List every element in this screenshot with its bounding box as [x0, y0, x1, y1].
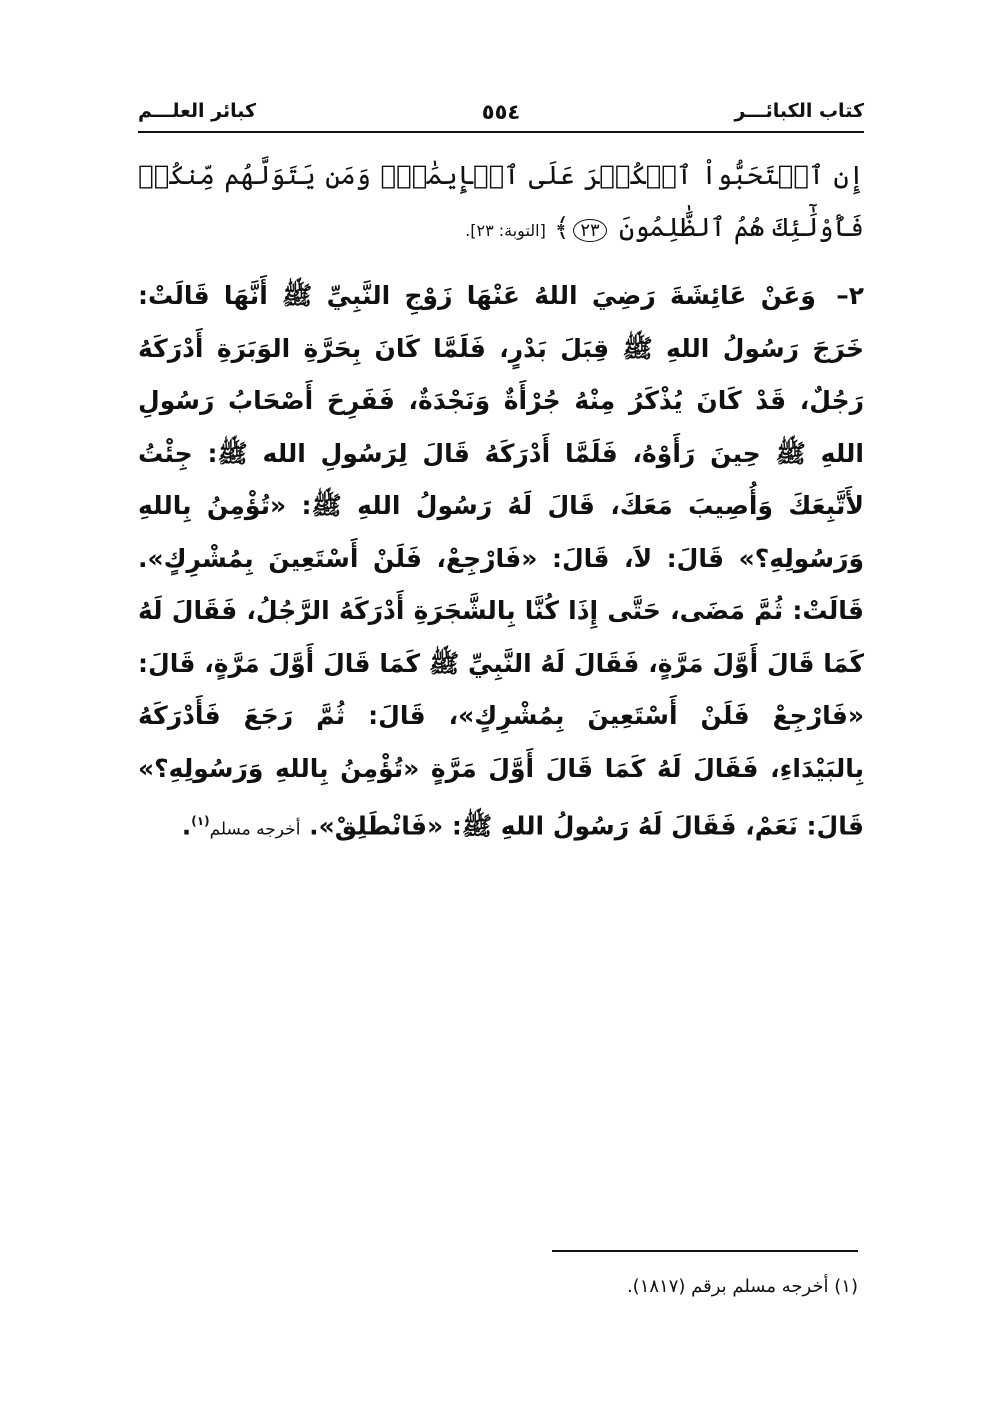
verse-text: إِن ٱسۡتَحَبُّواْ ٱلۡكُفۡرَ عَلَى ٱلۡإِيمَٰنِۚ وَمَن يَتَوَلَّهُم مِّنكُمۡ فَأُوْلَٰٓئِكَ هُمُ ٱلظَّٰلِمُونَ: [138, 161, 864, 243]
hadith-number: ٢–: [836, 281, 864, 310]
quran-verse: [138, 150, 864, 257]
verse-reference: [التوبة: ٢٣].: [465, 221, 546, 240]
footnote-reference[interactable]: (١): [191, 814, 210, 828]
book-title: كتاب الكبائـــر: [734, 100, 864, 122]
header-divider: [138, 131, 864, 133]
verse-close-bracket: ﴾: [554, 213, 570, 243]
footnote-divider: [552, 1250, 858, 1252]
hadith-paragraph: [138, 270, 864, 856]
hadith-text: وَعَنْ عَائِشَةَ رَضِيَ اللهُ عَنْهَا زَوْجِ النَّبِيِّ ﷺ أَنَّهَا قَالَتْ: خَرَجَ رَسُولُ اللهِ ﷺ قِبَلَ بَدْرٍ، فَلَمَّا كَانَ بِحَرَّةِ الوَبَرَةِ أَدْرَكَهُ رَجُلٌ، قَدْ كَانَ يُذْكَرُ مِنْهُ جُرْأَةٌ وَنَجْدَةٌ، فَفَرِحَ أَصْحَابُ رَسُولِ اللهِ ﷺ حِينَ رَأَوْهُ، فَلَمَّا أَدْرَكَهُ قَالَ لِرَسُولِ الله ﷺ: جِئْتُ لأَتَّبِعَكَ وَأُصِيبَ مَعَكَ، قَالَ لَهُ رَسُولُ اللهِ ﷺ: «تُؤْمِنُ بِاللهِ وَرَسُولِهِ؟» قَالَ: لاَ، قَالَ: «فَارْجِعْ، فَلَنْ أَسْتَعِينَ بِمُشْرِكٍ». قَالَتْ: ثُمَّ مَضَى، حَتَّى إِذَا كُنَّا بِالشَّجَرَةِ أَدْرَكَهُ الرَّجُلُ، فَقَالَ لَهُ كَمَا قَالَ أَوَّلَ مَرَّةٍ، فَقَالَ لَهُ النَّبِيِّ ﷺ كَمَا قَالَ أَوَّلَ مَرَّةٍ، قَالَ: «فَارْجِعْ فَلَنْ أَسْتَعِينَ بِمُشْرِكٍ»، قَالَ: ثُمَّ رَجَعَ فَأَدْرَكَهُ بِالبَيْدَاءِ، فَقَالَ لَهُ كَمَا قَالَ أَوَّلَ مَرَّةٍ «تُؤْمِنُ بِاللهِ وَرَسُولِهِ؟» قَالَ: نَعَمْ، فَقَالَ لَهُ رَسُولُ اللهِ ﷺ: «فَانْطَلِقْ».: [138, 281, 864, 841]
chapter-title: كبائر العلـــم: [138, 100, 257, 122]
ayah-number-marker: ٢٣: [573, 219, 606, 242]
hadith-end: .: [181, 811, 192, 841]
hadith-source: أخرجه مسلم: [209, 819, 301, 840]
page-number: ٥٥٤: [481, 100, 521, 124]
footnote: (١) أخرجه مسلم برقم (١٨١٧).: [626, 1276, 858, 1297]
page-header: [138, 100, 864, 130]
